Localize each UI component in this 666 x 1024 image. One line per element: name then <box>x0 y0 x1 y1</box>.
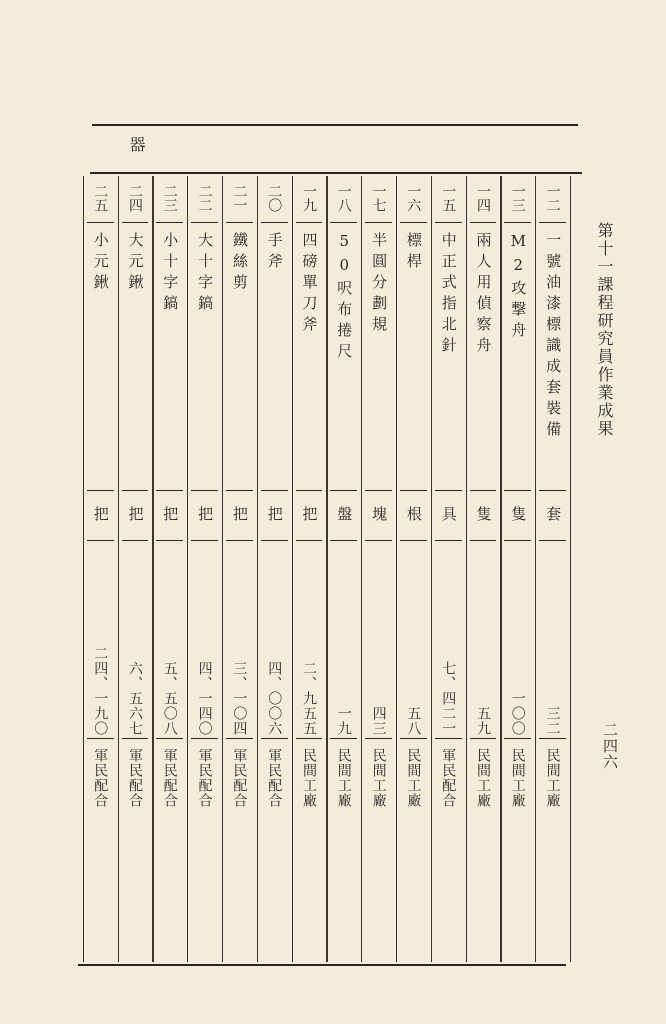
item-name-cell <box>152 232 187 484</box>
row-number: 一七 <box>370 184 387 212</box>
cell-divider <box>261 738 288 739</box>
item-quantity: 七、四二一 <box>440 661 457 736</box>
item-name: 一號油漆標識成套裝備 <box>544 232 563 442</box>
row-number-cell <box>257 184 292 218</box>
item-unit-cell <box>152 506 187 536</box>
cell-divider <box>435 540 462 541</box>
item-unit-cell <box>396 506 431 536</box>
top-rule <box>92 124 578 126</box>
row-number-cell <box>326 184 361 218</box>
item-quantity-cell <box>257 560 292 736</box>
item-name: 四磅單刀斧 <box>300 232 319 337</box>
cell-divider <box>365 222 392 223</box>
item-unit: 把 <box>126 506 145 521</box>
item-source: 軍民配合 <box>196 748 213 808</box>
cell-divider <box>296 738 323 739</box>
item-name: 鐵絲剪 <box>230 232 249 295</box>
cell-divider <box>261 490 288 491</box>
item-source-cell <box>152 748 187 838</box>
item-source-cell <box>500 748 535 838</box>
row-number-cell <box>292 184 327 218</box>
bottom-rule <box>78 964 566 966</box>
cell-divider <box>435 222 462 223</box>
item-unit-cell <box>361 506 396 536</box>
item-unit-cell <box>500 506 535 536</box>
item-source: 軍民配合 <box>92 748 109 808</box>
row-number: 一三 <box>509 184 526 212</box>
cell-divider <box>122 738 149 739</box>
item-unit-cell <box>118 506 153 536</box>
item-name: 大元鍬 <box>126 232 145 295</box>
item-quantity-cell <box>361 560 396 736</box>
item-source-cell <box>257 748 292 838</box>
row-number: 一四 <box>474 184 491 212</box>
cell-divider <box>504 222 531 223</box>
item-quantity: 一九 <box>335 706 352 736</box>
cell-divider <box>226 490 253 491</box>
cell-divider <box>330 738 357 739</box>
item-name-cell <box>292 232 327 484</box>
item-unit: 把 <box>161 506 180 521</box>
column-divider <box>570 176 571 962</box>
cell-divider <box>87 490 114 491</box>
row-number: 二五 <box>92 184 109 212</box>
item-source-cell <box>292 748 327 838</box>
row-number: 二一 <box>231 184 248 212</box>
cell-divider <box>400 490 427 491</box>
item-source-cell <box>361 748 396 838</box>
cell-divider <box>365 540 392 541</box>
item-unit: 隻 <box>509 506 528 521</box>
cell-divider <box>470 222 497 223</box>
side-title: 第十一課程研究員作業成果 <box>595 222 614 438</box>
cell-divider <box>435 490 462 491</box>
row-number-cell <box>466 184 501 218</box>
item-source: 民間工廠 <box>405 748 422 808</box>
item-unit: 隻 <box>474 506 493 521</box>
section-label: 器 <box>127 136 146 152</box>
row-number: 二二 <box>196 184 213 212</box>
row-number-cell <box>361 184 396 218</box>
item-name-cell <box>500 232 535 484</box>
item-name-cell <box>466 232 501 484</box>
cell-divider <box>122 490 149 491</box>
item-source: 民間工廠 <box>544 748 561 808</box>
item-unit-cell <box>83 506 118 536</box>
item-quantity-cell <box>500 560 535 736</box>
item-source: 民間工廠 <box>370 748 387 808</box>
item-unit-cell <box>222 506 257 536</box>
item-unit-cell <box>466 506 501 536</box>
item-name: 50呎布捲尺 <box>335 232 354 364</box>
item-quantity-cell <box>535 560 570 736</box>
item-source-cell <box>396 748 431 838</box>
item-source: 軍民配合 <box>161 748 178 808</box>
item-quantity: 四、〇〇六 <box>266 661 283 736</box>
cell-divider <box>330 540 357 541</box>
item-name-cell <box>326 232 361 484</box>
cell-divider <box>330 222 357 223</box>
cell-divider <box>87 222 114 223</box>
cell-divider <box>226 738 253 739</box>
row-number-cell <box>535 184 570 218</box>
cell-divider <box>400 738 427 739</box>
item-quantity-cell <box>118 560 153 736</box>
item-quantity-cell <box>326 560 361 736</box>
item-unit-cell <box>257 506 292 536</box>
item-unit: 把 <box>91 506 110 521</box>
cell-divider <box>191 738 218 739</box>
cell-divider <box>539 490 566 491</box>
item-source-cell <box>222 748 257 838</box>
cell-divider <box>296 222 323 223</box>
row-number-cell <box>152 184 187 218</box>
item-quantity-cell <box>83 560 118 736</box>
item-name-cell <box>83 232 118 484</box>
cell-divider <box>365 490 392 491</box>
item-name: 標桿 <box>404 232 423 274</box>
cell-divider <box>191 490 218 491</box>
cell-divider <box>226 222 253 223</box>
cell-divider <box>261 540 288 541</box>
cell-divider <box>122 222 149 223</box>
item-quantity: 二、九五五 <box>300 661 317 736</box>
row-number-cell <box>500 184 535 218</box>
cell-divider <box>504 738 531 739</box>
cell-divider <box>156 540 183 541</box>
item-source-cell <box>535 748 570 838</box>
cell-divider <box>191 222 218 223</box>
item-name-cell <box>118 232 153 484</box>
cell-divider <box>539 540 566 541</box>
row-number-cell <box>222 184 257 218</box>
item-source-cell <box>466 748 501 838</box>
item-quantity-cell <box>466 560 501 736</box>
item-quantity: 三二 <box>544 706 561 736</box>
item-unit: 把 <box>265 506 284 521</box>
item-name: 兩人用偵察舟 <box>474 232 493 358</box>
item-name: 手斧 <box>265 232 284 274</box>
item-quantity-cell <box>396 560 431 736</box>
item-name-cell <box>396 232 431 484</box>
cell-divider <box>330 490 357 491</box>
item-unit-cell <box>326 506 361 536</box>
item-quantity: 一〇〇 <box>509 691 526 736</box>
row-number-cell <box>396 184 431 218</box>
cell-divider <box>365 738 392 739</box>
item-source: 軍民配合 <box>126 748 143 808</box>
row-number: 二〇 <box>266 184 283 212</box>
item-unit: 把 <box>196 506 215 521</box>
item-source: 民間工廠 <box>509 748 526 808</box>
item-quantity-cell <box>187 560 222 736</box>
item-quantity: 五、五〇八 <box>161 661 178 736</box>
item-quantity: 二四、一九〇 <box>92 646 109 736</box>
row-number: 一六 <box>405 184 422 212</box>
cell-divider <box>504 490 531 491</box>
item-source: 民間工廠 <box>474 748 491 808</box>
cell-divider <box>261 222 288 223</box>
item-source: 民間工廠 <box>300 748 317 808</box>
cell-divider <box>87 540 114 541</box>
row-number: 一八 <box>335 184 352 212</box>
row-number: 一九 <box>300 184 317 212</box>
cell-divider <box>156 222 183 223</box>
item-name-cell <box>431 232 466 484</box>
item-name-cell <box>361 232 396 484</box>
item-source: 軍民配合 <box>231 748 248 808</box>
row-number: 二三 <box>161 184 178 212</box>
item-unit-cell <box>535 506 570 536</box>
cell-divider <box>400 540 427 541</box>
cell-divider <box>504 540 531 541</box>
item-name-cell <box>187 232 222 484</box>
cell-divider <box>539 222 566 223</box>
item-quantity: 四三 <box>370 706 387 736</box>
item-quantity: 三、一〇四 <box>231 661 248 736</box>
item-quantity: 五九 <box>474 706 491 736</box>
item-quantity: 五八 <box>405 706 422 736</box>
item-quantity: 四、一四〇 <box>196 661 213 736</box>
item-unit: 根 <box>404 506 423 521</box>
item-name: 小元鍬 <box>91 232 110 295</box>
item-unit: 具 <box>439 506 458 521</box>
row-number: 一五 <box>440 184 457 212</box>
cell-divider <box>122 540 149 541</box>
cell-divider <box>156 490 183 491</box>
item-quantity-cell <box>222 560 257 736</box>
item-quantity-cell <box>292 560 327 736</box>
item-name-cell <box>257 232 292 484</box>
item-source-cell <box>187 748 222 838</box>
item-quantity-cell <box>431 560 466 736</box>
table-header-rule <box>90 172 582 174</box>
item-source-cell <box>431 748 466 838</box>
item-name: 小十字鎬 <box>161 232 180 316</box>
item-unit: 塊 <box>370 506 389 521</box>
item-unit: 盤 <box>335 506 354 521</box>
item-source-cell <box>118 748 153 838</box>
item-unit: 把 <box>300 506 319 521</box>
cell-divider <box>470 490 497 491</box>
item-name: 大十字鎬 <box>196 232 215 316</box>
row-number-cell <box>83 184 118 218</box>
row-number-cell <box>118 184 153 218</box>
item-name-cell <box>535 232 570 484</box>
cell-divider <box>470 738 497 739</box>
cell-divider <box>400 222 427 223</box>
item-source: 軍民配合 <box>440 748 457 808</box>
cell-divider <box>226 540 253 541</box>
item-source-cell <box>83 748 118 838</box>
cell-divider <box>191 540 218 541</box>
row-number: 二四 <box>126 184 143 212</box>
cell-divider <box>539 738 566 739</box>
item-name: 中正式指北針 <box>439 232 458 358</box>
item-name: 半圓分劃規 <box>370 232 389 337</box>
page-number: 二四六 <box>601 722 619 770</box>
item-source: 民間工廠 <box>335 748 352 808</box>
item-name-cell <box>222 232 257 484</box>
cell-divider <box>156 738 183 739</box>
cell-divider <box>435 738 462 739</box>
item-unit: 套 <box>544 506 563 521</box>
item-source: 軍民配合 <box>266 748 283 808</box>
item-unit-cell <box>187 506 222 536</box>
item-source-cell <box>326 748 361 838</box>
item-name: M2攻撃舟 <box>509 232 528 343</box>
cell-divider <box>296 540 323 541</box>
item-unit-cell <box>431 506 466 536</box>
row-number-cell <box>431 184 466 218</box>
cell-divider <box>296 490 323 491</box>
item-unit-cell <box>292 506 327 536</box>
row-number: 一二 <box>544 184 561 212</box>
row-number-cell <box>187 184 222 218</box>
item-quantity-cell <box>152 560 187 736</box>
cell-divider <box>87 738 114 739</box>
item-unit: 把 <box>230 506 249 521</box>
item-quantity: 六、五六七 <box>126 661 143 736</box>
cell-divider <box>470 540 497 541</box>
